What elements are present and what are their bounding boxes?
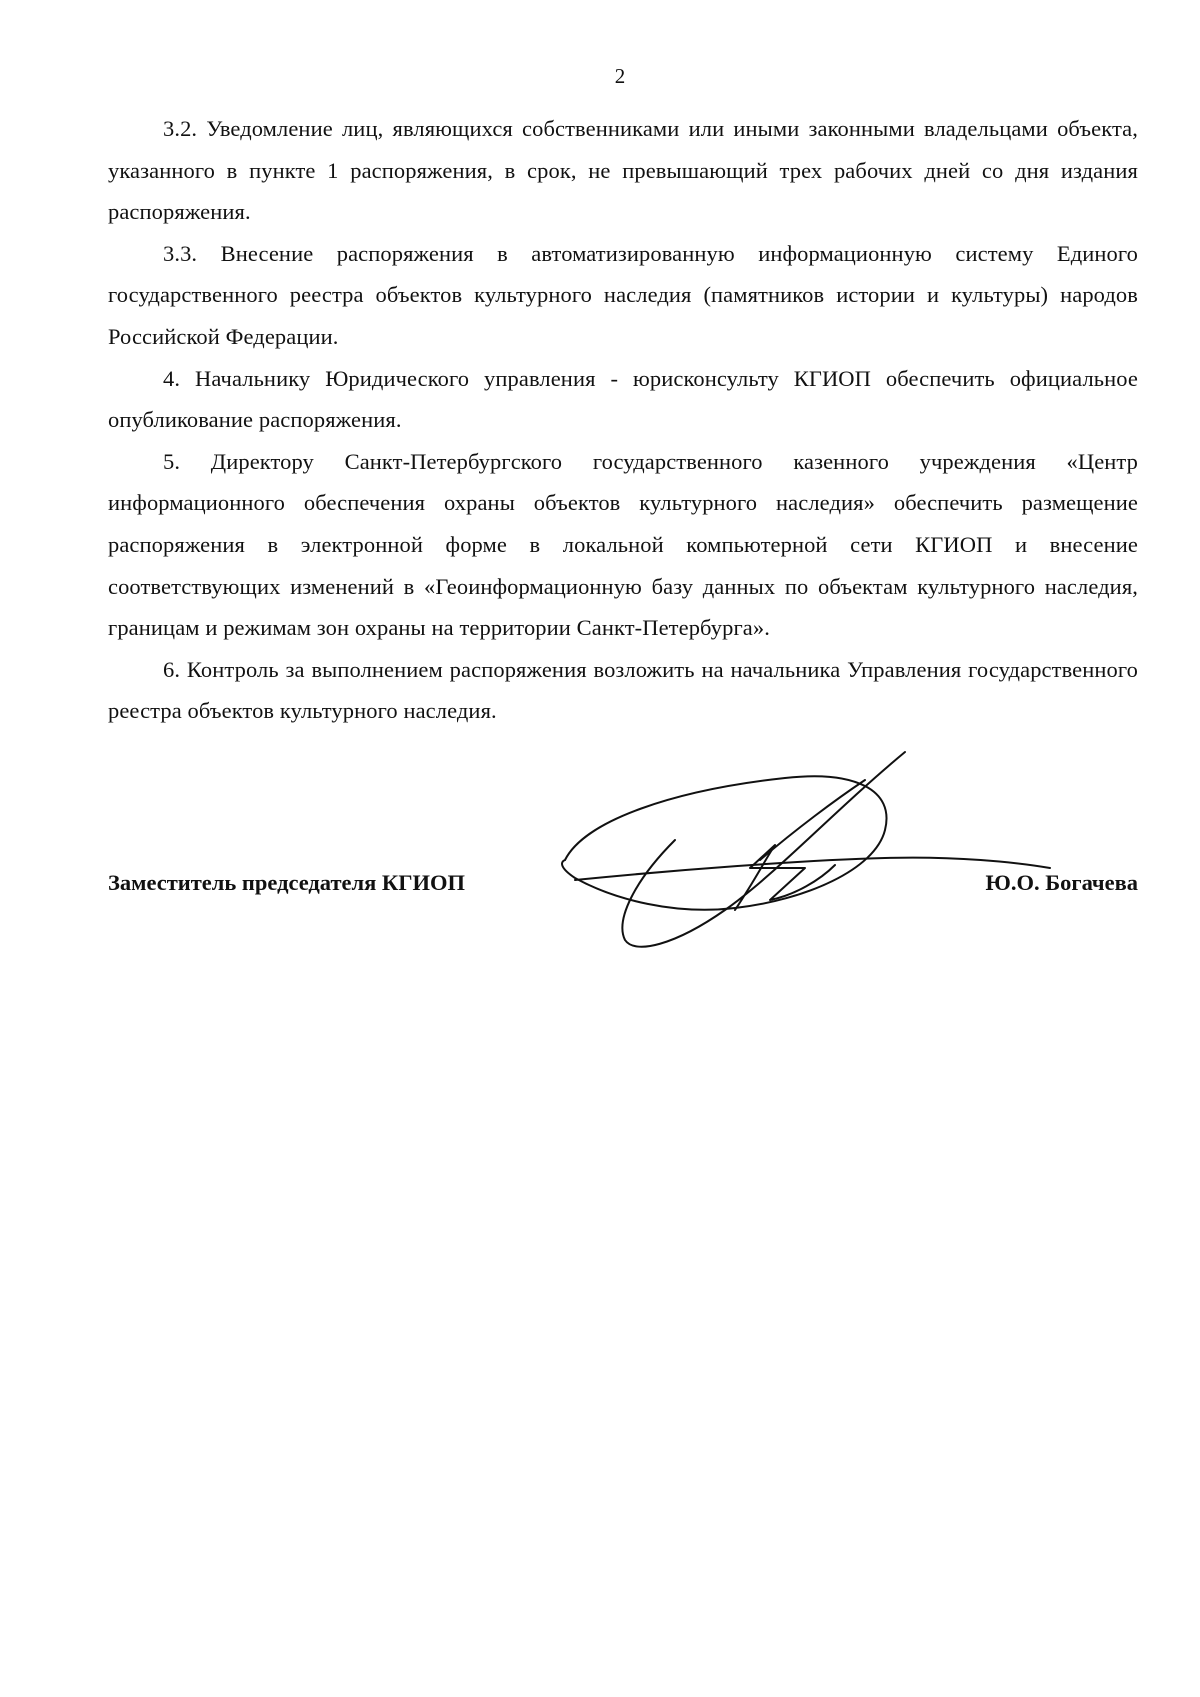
paragraph-6: 6. Контроль за выполнением распоряжения возложить на начальника Управления государственного реестра объектов культурного наследия. [108,656,1138,724]
handwritten-signature [555,750,1055,950]
document-body [108,108,1138,732]
paragraph-4: 4. Начальнику Юридического управления - юрисконсульту КГИОП обеспечить официальное опубликование распоряжения. [108,365,1138,433]
paragraph-3-2: 3.2. Уведомление лиц, являющихся собственниками или иными законными владельцами объекта, указанного в пункте 1 распоряжения, в срок, не превышающий трех рабочих дней со дня издания распоряжения. [108,116,1138,225]
paragraph-3-3: 3.3. Внесение распоряжения в автоматизированную информационную систему Единого государственного реестра объектов культурного наследия (памятников истории и культуры) народов Российской Федерации. [108,240,1138,349]
signature-block [108,870,1138,910]
signatory-name: Ю.О. Богачева [985,870,1138,895]
page-number: 2 [614,64,626,88]
paragraph-5: 5. Директору Санкт-Петербургского государственного казенного учреждения «Центр информационного обеспечения охраны объектов культурного наследия» обеспечить размещение распоряжения в электронной форме в локальной компьютерной сети КГИОП и внесение соответствующих изменений в «Геоинформационную базу данных по объектам культурного наследия, границам и режимам зон охраны на территории Санкт-Петербурга». [108,448,1138,641]
signatory-position: Заместитель председателя КГИОП [108,870,466,895]
